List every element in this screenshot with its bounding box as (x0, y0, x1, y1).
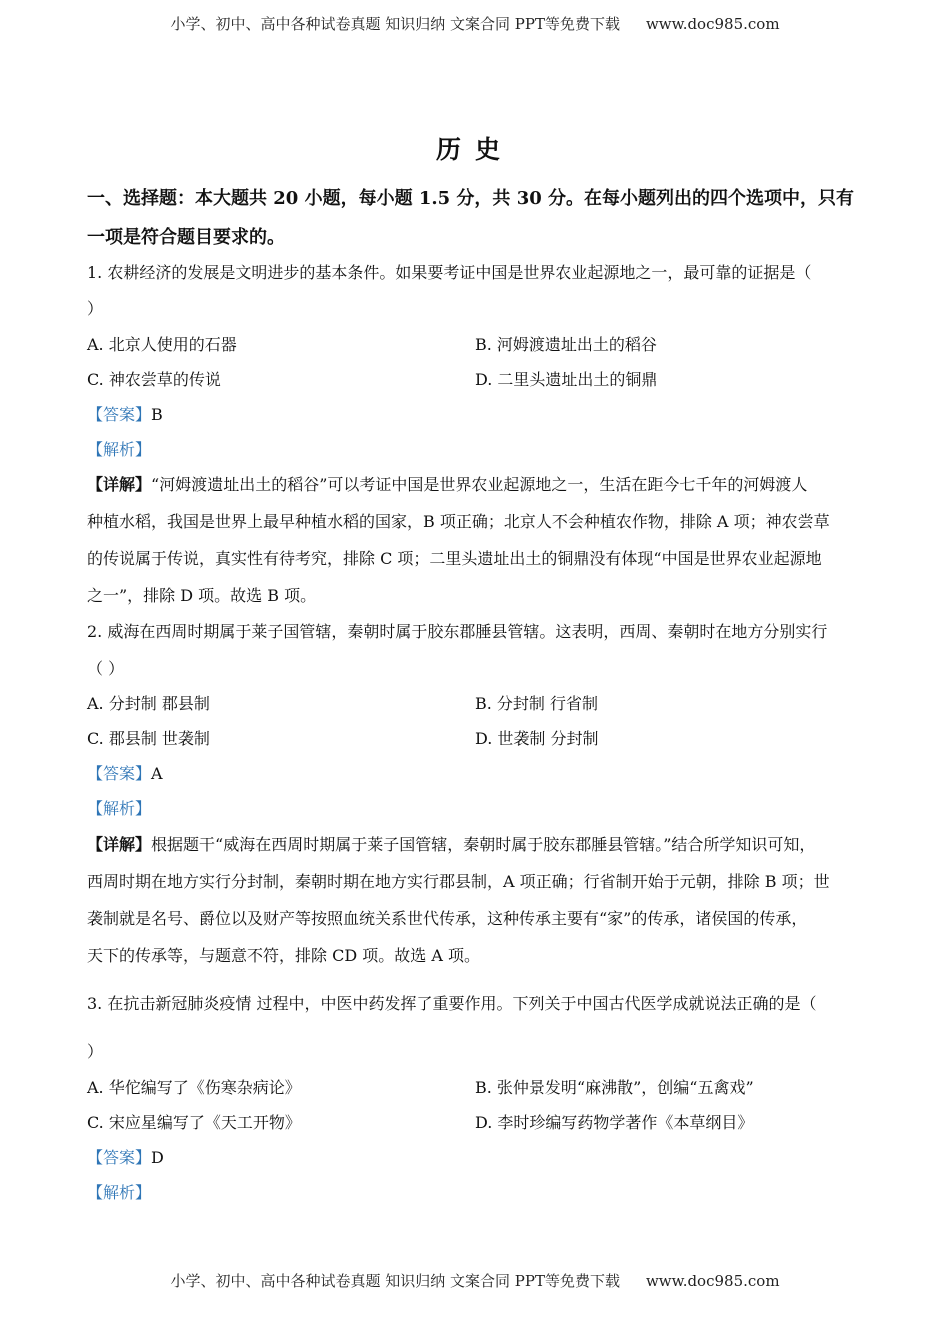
q2-answer (87, 763, 877, 785)
q2-stem-line2: （ ） (87, 659, 125, 678)
section-heading-line1: 一、选择题：本大题共 20 小题，每小题 1.5 分，共 30 分。在每小题列出的四个选项中，只有 (87, 188, 855, 209)
q3-option-d: D. 李时珍编写药物学著作《本草纲目》 (475, 1113, 754, 1132)
q1-option-b: B. 河姆渡遗址出土的稻谷 (475, 335, 657, 354)
q3-option-c: C. 宋应星编写了《天工开物》 (87, 1113, 301, 1132)
answer-label: 【答案】 (87, 405, 152, 424)
detail-label: 【详解】 (87, 475, 152, 494)
answer-label: 【答案】 (87, 1148, 152, 1167)
section-heading-line2: 一项是符合题目要求的。 (87, 227, 285, 248)
q3-analysis (87, 1182, 877, 1204)
analysis-label: 【解析】 (87, 1183, 152, 1202)
page-footer (0, 1270, 950, 1291)
q2-option-d: D. 世袭制 分封制 (475, 729, 599, 748)
q2-option-b: B. 分封制 行省制 (475, 694, 599, 713)
q2-detail-line2: 西周时期在地方实行分封制，秦朝时期在地方实行郡县制，A 项正确；行省制开始于元朝，排除 B 项；世 (87, 872, 830, 891)
q3-stem-line1: 3. 在抗击新冠肺炎疫情 过程中，中医中药发挥了重要作用。下列关于中国古代医学成就说法正确的是（ (87, 994, 817, 1013)
q1-detail-line1: 【详解】“河姆渡遗址出土的稻谷”可以考证中国是世界农业起源地之一，生活在距今七千年的河姆渡人 (87, 475, 808, 494)
q3-answer (87, 1147, 877, 1169)
q1-detail-line3: 的传说属于传说，真实性有待考究，排除 C 项；二里头遗址出土的铜鼎没有体现“中国是世界农业起源地 (87, 549, 822, 568)
answer-label: 【答案】 (87, 764, 152, 783)
q3-option-a: A. 华佗编写了《伤寒杂病论》 (87, 1078, 301, 1097)
q3-option-b: B. 张仲景发明“麻沸散”，创编“五禽戏” (475, 1078, 754, 1097)
q2-detail-line3: 袭制就是名号、爵位以及财产等按照血统关系世代传承，这种传承主要有“家”的传承，诸侯国的传承， (87, 909, 808, 928)
header-site: www.doc985.com (645, 15, 780, 33)
footer-site: www.doc985.com (645, 1272, 780, 1290)
q1-option-a: A. 北京人使用的石器 (87, 335, 237, 354)
q2-option-c: C. 郡县制 世袭制 (87, 729, 210, 748)
q1-detail-line4: 之一”，排除 D 项。故选 B 项。 (87, 586, 317, 605)
q1-stem-line2: ） (87, 299, 104, 318)
q1-detail-line2: 种植水稻，我国是世界上最早种植水稻的国家，B 项正确；北京人不会种植农作物，排除 A 项；神农尝草 (87, 512, 830, 531)
q2-answer-value: A (151, 764, 163, 783)
q3-answer-value: D (151, 1148, 164, 1167)
footer-text: 小学、初中、高中各种试卷真题 知识归纳 文案合同 PPT等免费下载 (170, 1272, 620, 1290)
q1-answer-value: B (151, 405, 163, 424)
q2-detail-line1: 【详解】根据题干“威海在西周时期属于莱子国管辖，秦朝时属于胶东郡腄县管辖。”结合所学知识可知， (87, 835, 816, 854)
page-title: 历史 (435, 135, 514, 164)
q1-stem-line1: 1. 农耕经济的发展是文明进步的基本条件。如果要考证中国是世界农业起源地之一，最可靠的证据是（ (87, 263, 812, 282)
header-text: 小学、初中、高中各种试卷真题 知识归纳 文案合同 PPT等免费下载 (170, 15, 620, 33)
q2-option-a: A. 分封制 郡县制 (87, 694, 210, 713)
q1-option-c: C. 神农尝草的传说 (87, 370, 221, 389)
q2-stem-line1: 2. 威海在西周时期属于莱子国管辖，秦朝时属于胶东郡腄县管辖。这表明，西周、秦朝时在地方分别实行 (87, 622, 828, 641)
detail-label: 【详解】 (87, 835, 152, 854)
q2-detail-line4: 天下的传承等，与题意不符，排除 CD 项。故选 A 项。 (87, 946, 480, 965)
q1-option-d: D. 二里头遗址出土的铜鼎 (475, 370, 658, 389)
analysis-label: 【解析】 (87, 440, 152, 459)
q2-analysis (87, 798, 877, 820)
q3-stem-line2: ） (87, 1042, 104, 1061)
q1-analysis (87, 439, 877, 461)
page-header (0, 13, 950, 34)
q1-answer (87, 404, 877, 426)
analysis-label: 【解析】 (87, 799, 152, 818)
